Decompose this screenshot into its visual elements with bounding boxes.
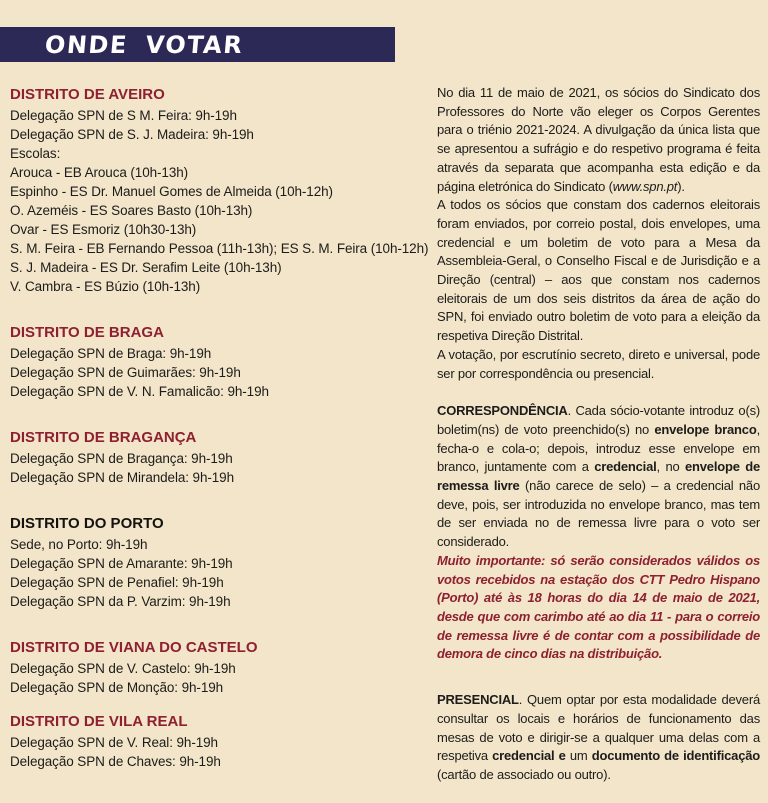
district-line: V. Cambra - ES Búzio (10h-13h)	[10, 279, 201, 294]
banner	[0, 27, 395, 62]
district-line: Delegação SPN de V. Real: 9h-19h	[10, 735, 218, 750]
page-title: ONDE VOTAR	[43, 30, 245, 59]
district-section	[10, 324, 436, 401]
district-line: Delegação SPN de Monção: 9h-19h	[10, 680, 224, 695]
text-run: No dia 11 de maio de 2021, os sócios do Sindicato dos Professores do Norte vão eleger os Corpos Gerentes para o triénio 2021-2024. A divulgação da única lista que se apresentou a sufrágio e do respetivo programa é feita através da separata que acompanha esta edição e da página eletrónica do Sindicato (	[437, 85, 760, 194]
important-notice	[437, 552, 760, 664]
district-title: DISTRITO DE BRAGA	[10, 324, 164, 341]
district-line: Delegação SPN de V. N. Famalicão: 9h-19h	[10, 384, 269, 399]
district-title: DISTRITO DE VIANA DO CASTELO	[10, 639, 258, 656]
district-line: Delegação SPN de Chaves: 9h-19h	[10, 754, 221, 769]
district-line: Delegação SPN de V. Castelo: 9h-19h	[10, 661, 236, 676]
text-run: credencial	[594, 459, 657, 475]
district-title: DISTRITO DE VILA REAL	[10, 713, 188, 730]
text-run: documento de identificação	[591, 748, 761, 764]
text-run: A todos os sócios que constam dos cadernos eleitorais foram enviados, por correio postal, dois envelopes, uma credencial e um boletim de voto para a Mesa da Assembleia-Geral, o Conselho Fiscal e de Jurisdição e a Direção (central) – aos que constam nos cadernos eleitorais de um dos seis distritos da área de ação do SPN, foi enviado outro boletim de voto para a eleição da respetiva Direção Distrital.	[437, 197, 760, 344]
website-url: www.spn.pt	[612, 178, 678, 194]
text-run: A votação, por escrutínio secreto, direto e universal, pode ser por correspondência ou presencial.	[437, 346, 760, 381]
text-run: ).	[677, 178, 685, 194]
district-line: Arouca - EB Arouca (10h-13h)	[10, 165, 189, 180]
district-line: Escolas:	[10, 146, 61, 161]
presencial-paragraph	[437, 691, 760, 785]
district-title: DISTRITO DE AVEIRO	[10, 86, 165, 103]
district-line: Delegação SPN de S M. Feira: 9h-19h	[10, 108, 237, 123]
district-line: S. M. Feira - EB Fernando Pessoa (11h-13h); ES S. M. Feira (10h-12h)	[10, 241, 429, 256]
district-line: Sede, no Porto: 9h-19h	[10, 537, 148, 552]
district-list	[10, 86, 436, 771]
district-line: Delegação SPN de Guimarães: 9h-19h	[10, 365, 241, 380]
text-run: credencial e	[492, 748, 566, 764]
district-section	[10, 713, 436, 771]
correspondence-paragraph	[437, 402, 760, 552]
district-line: Ovar - ES Esmoriz (10h30-13h)	[10, 222, 197, 237]
district-section	[10, 639, 436, 697]
district-line: Delegação SPN de Amarante: 9h-19h	[10, 556, 233, 571]
presencial-label: PRESENCIAL	[437, 692, 519, 708]
text-run: um	[565, 748, 592, 764]
district-line: Delegação SPN de Mirandela: 9h-19h	[10, 470, 234, 485]
text-run: (não carece de selo) – a credencial não deve, pois, ser introduzida no envelope branco, mas tem de ser enviada no de remessa livre para o voto ser considerado.	[437, 478, 760, 550]
district-section	[10, 515, 436, 611]
district-line: O. Azeméis - ES Soares Basto (10h-13h)	[10, 203, 253, 218]
district-title: DISTRITO DO PORTO	[10, 515, 164, 532]
district-line: S. J. Madeira - ES Dr. Serafim Leite (10h-13h)	[10, 260, 282, 275]
voting-method-paragraph	[437, 346, 760, 383]
text-run: envelope branco	[654, 421, 757, 437]
district-line: Delegação SPN de Bragança: 9h-19h	[10, 451, 233, 466]
text-run: , no	[656, 459, 685, 475]
district-line: Espinho - ES Dr. Manuel Gomes de Almeida (10h-12h)	[10, 184, 333, 199]
intro-paragraph	[437, 84, 760, 196]
info-column	[437, 84, 760, 785]
text-run: envelope de remessa livre	[437, 459, 761, 494]
correspondence-label: CORRESPONDÊNCIA	[437, 403, 568, 419]
text-run: , fecha-o e cola-o; depois, introduz esse envelope em branco, juntamente com a	[437, 421, 760, 475]
district-section	[10, 86, 436, 296]
mailing-paragraph	[437, 196, 760, 346]
text-run: . Cada sócio-votante introduz o(s) boletim(ns) de voto preenchido(s) no	[437, 403, 760, 437]
district-line: Delegação SPN de Braga: 9h-19h	[10, 346, 212, 361]
text-run: (cartão de associado ou outro).	[437, 766, 611, 782]
text-run: . Quem optar por esta modalidade deverá consultar os locais e horários de funcionamento das mesas de voto e dirigir-se a qualquer uma delas com a respetiva	[437, 692, 760, 764]
district-line: Delegação SPN de S. J. Madeira: 9h-19h	[10, 127, 254, 142]
district-section	[10, 429, 436, 487]
district-title: DISTRITO DE BRAGANÇA	[10, 429, 197, 446]
text-run: Muito importante: só serão considerados válidos os votos recebidos na estação dos CTT Pedro Hispano (Porto) até às 18 horas do dia 14 de maio de 2021, desde que com carimbo até ao dia 11 - para o correio de remessa livre é de contar com a possibilidade de demora de cinco dias na distribuição.	[437, 552, 760, 662]
district-line: Delegação SPN da P. Varzim: 9h-19h	[10, 594, 231, 609]
district-line: Delegação SPN de Penafiel: 9h-19h	[10, 575, 224, 590]
